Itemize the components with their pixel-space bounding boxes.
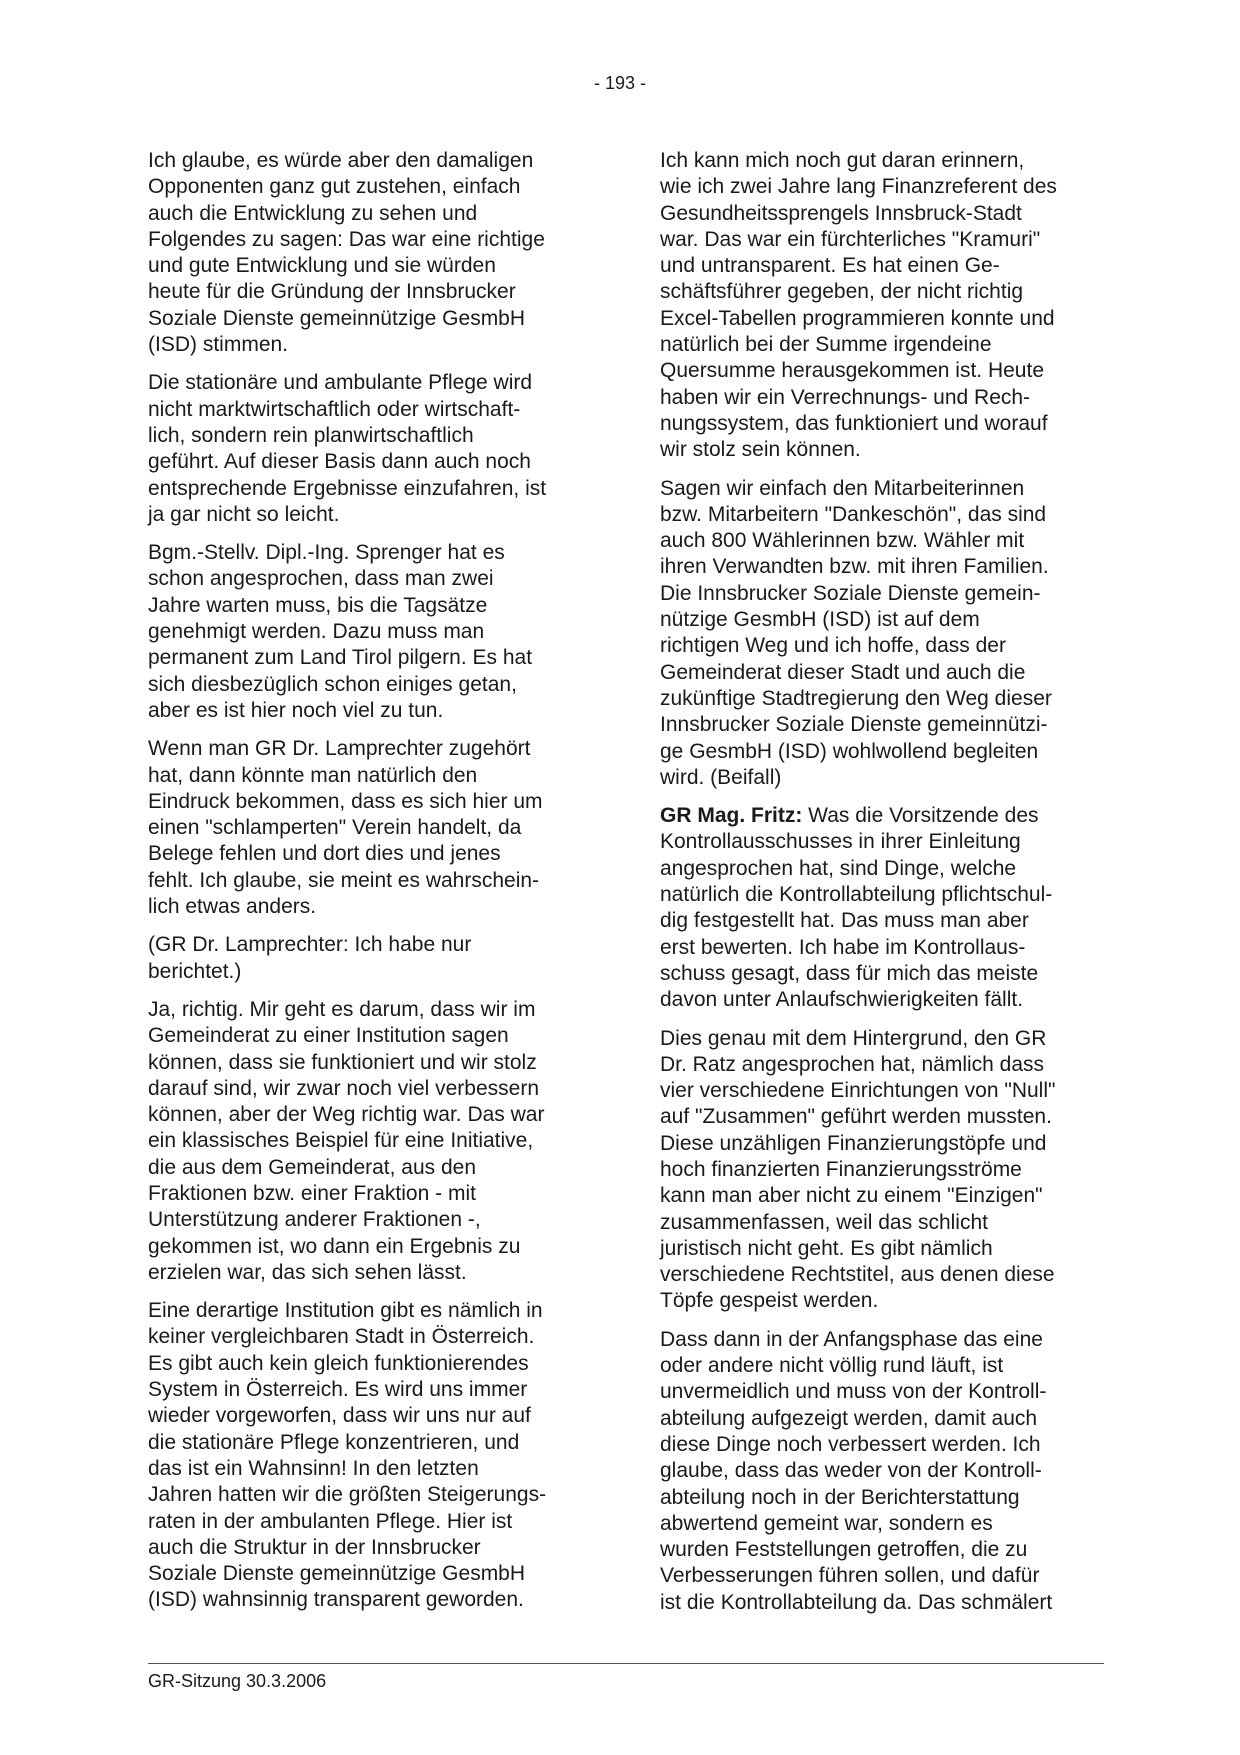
- text-line: ihren Verwandten bzw. mit ihren Familien.: [660, 555, 1049, 579]
- text-line: ge GesmbH (ISD) wohlwollend begleiten: [660, 739, 1039, 763]
- text-line: nicht marktwirtschaftlich oder wirtschaft-: [148, 397, 521, 421]
- text-line: hoch finanzierten Finanzierungsströme: [660, 1157, 1022, 1181]
- text-line: keiner vergleichbaren Stadt in Österreich.: [148, 1325, 535, 1349]
- text-line: wird. (Beifall): [660, 765, 782, 789]
- text-line: permanent zum Land Tirol pilgern. Es hat: [148, 646, 533, 670]
- text-line: dig festgestellt hat. Das muss man aber: [660, 909, 1029, 933]
- text-line: Excel-Tabellen programmieren konnte und: [660, 306, 1055, 330]
- text-line: erst bewerten. Ich habe im Kontrollaus-: [660, 935, 1026, 959]
- footer-divider: [148, 1663, 1104, 1664]
- text-line: Innsbrucker Soziale Dienste gemeinnützi-: [660, 713, 1048, 737]
- text-line: vier verschiedene Einrichtungen von "Null": [660, 1079, 1056, 1103]
- text-line: verschiedene Rechtstitel, aus denen diese: [660, 1263, 1055, 1287]
- paragraph: [148, 997, 593, 1286]
- text-line: Eindruck bekommen, dass es sich hier um: [148, 789, 543, 813]
- text-line: Ich glaube, es würde aber den damaligen: [148, 149, 534, 172]
- text-line: schuss gesagt, dass für mich das meiste: [660, 961, 1039, 985]
- text-line: juristisch nicht geht. Es gibt nämlich: [660, 1236, 993, 1260]
- text-line: lich, sondern rein planwirtschaftlich: [148, 423, 474, 447]
- text-line: System in Österreich. Es wird uns immer: [148, 1378, 528, 1402]
- text-line: diese Dinge noch verbessert werden. Ich: [660, 1432, 1041, 1456]
- text-line: die stationäre Pflege konzentrieren, und: [148, 1430, 520, 1454]
- paragraph: [148, 148, 593, 358]
- text-line: bzw. Mitarbeitern "Dankeschön", das sind: [660, 502, 1047, 526]
- text-line: Töpfe gespeist werden.: [660, 1289, 879, 1313]
- text-line: genehmigt werden. Dazu muss man: [148, 620, 485, 644]
- text-line: können, dass sie funktioniert und wir stolz: [148, 1050, 537, 1074]
- text-line: richtigen Weg und ich hoffe, dass der: [660, 634, 1006, 658]
- text-line: auch die Struktur in der Innsbrucker: [148, 1535, 481, 1559]
- paragraph: [660, 148, 1105, 464]
- text-line: erzielen war, das sich sehen lässt.: [148, 1260, 467, 1284]
- text-line: oder andere nicht völlig rund läuft, ist: [660, 1354, 1004, 1378]
- text-line: wurden Feststellungen getroffen, die zu: [660, 1538, 1028, 1562]
- text-line: Bgm.-Stellv. Dipl.-Ing. Sprenger hat es: [148, 541, 505, 565]
- text-line: schäftsführer gegeben, der nicht richtig: [660, 280, 1024, 304]
- text-line: Soziale Dienste gemeinnützige GesmbH: [148, 1562, 526, 1586]
- text-line: hat, dann könnte man natürlich den: [148, 763, 478, 787]
- text-line: abteilung aufgezeigt werden, damit auch: [660, 1406, 1038, 1430]
- text-line: (ISD) wahnsinnig transparent geworden.: [148, 1588, 524, 1612]
- text-line: darauf sind, wir zwar noch viel verbessern: [148, 1076, 540, 1100]
- text-line: natürlich bei der Summe irgendeine: [660, 333, 992, 357]
- text-line: Ja, richtig. Mir geht es darum, dass wir im: [148, 997, 536, 1021]
- text-line: wieder vorgeworfen, dass wir uns nur auf: [148, 1404, 531, 1428]
- text-line: sich diesbezüglich schon einiges getan,: [148, 672, 517, 696]
- text-line: angesprochen hat, sind Dinge, welche: [660, 856, 1017, 880]
- text-line: gekommen ist, wo dann ein Ergebnis zu: [148, 1234, 521, 1258]
- left-column: [148, 148, 593, 1626]
- text-line: lich etwas anders.: [148, 895, 317, 919]
- text-line: Kontrollausschusses in ihrer Einleitung: [660, 830, 1021, 854]
- text-line: die aus dem Gemeinderat, aus den: [148, 1155, 477, 1179]
- text-line: Jahren hatten wir die größten Steigerungs-: [148, 1483, 547, 1507]
- paragraph: [660, 476, 1105, 792]
- page-number: - 193 -: [593, 73, 647, 93]
- text-line: auf "Zusammen" geführt werden mussten.: [660, 1105, 1052, 1129]
- text-line: einen "schlamperten" Verein handelt, da: [148, 816, 522, 840]
- text-line: unvermeidlich und muss von der Kontroll-: [660, 1380, 1047, 1404]
- text-line: heute für die Gründung der Innsbrucker: [148, 280, 516, 304]
- text-line: das ist ein Wahnsinn! In den letzten: [148, 1456, 479, 1480]
- text-line: [660, 803, 1105, 829]
- speaker-name: GR Mag. Fritz:: [660, 804, 803, 828]
- text-line: Dr. Ratz angesprochen hat, nämlich dass: [660, 1052, 1045, 1076]
- text-line: entsprechende Ergebnisse einzufahren, ist: [148, 476, 547, 500]
- text-line: wie ich zwei Jahre lang Finanzreferent des: [660, 175, 1057, 199]
- text-line: Fraktionen bzw. einer Fraktion - mit: [148, 1181, 476, 1205]
- text-line: auch 800 Wählerinnen bzw. Wähler mit: [660, 529, 1025, 553]
- paragraph: [148, 540, 593, 724]
- text-line: wir stolz sein können.: [660, 438, 861, 462]
- text-line: glaube, dass das weder von der Kontroll-: [660, 1459, 1042, 1483]
- text-line: ist die Kontrollabteilung da. Das schmälert: [660, 1590, 1053, 1614]
- text-line: Gemeinderat dieser Stadt und auch die: [660, 660, 1026, 684]
- text-line: Dies genau mit dem Hintergrund, den GR: [660, 1026, 1047, 1050]
- text-line: Quersumme herausgekommen ist. Heute: [660, 359, 1044, 383]
- paragraph: [660, 803, 1105, 1013]
- text-line: Opponenten ganz gut zustehen, einfach: [148, 175, 521, 199]
- text-line: war. Das war ein fürchterliches "Kramuri": [660, 227, 1041, 251]
- text-line: und gute Entwicklung und sie würden: [148, 254, 496, 278]
- text-line: (ISD) stimmen.: [148, 333, 289, 357]
- text-line: davon unter Anlaufschwierigkeiten fällt.: [660, 988, 1024, 1012]
- text-line: schon angesprochen, dass man zwei: [148, 567, 494, 591]
- text-line: zusammenfassen, weil das schlicht: [660, 1210, 988, 1234]
- text-line: Die Innsbrucker Soziale Dienste gemein-: [660, 581, 1041, 605]
- text-line: Ich kann mich noch gut daran erinnern,: [660, 149, 1025, 172]
- paragraph: [660, 1327, 1105, 1616]
- text-line: Dass dann in der Anfangsphase das eine: [660, 1327, 1043, 1351]
- text-line: Gesundheitssprengels Innsbruck-Stadt: [660, 201, 1022, 225]
- text-line: können, aber der Weg richtig war. Das war: [148, 1103, 545, 1127]
- footer-session-date: GR-Sitzung 30.3.2006: [148, 1671, 327, 1691]
- text-line: kann man aber nicht zu einem "Einzigen": [660, 1184, 1043, 1208]
- text-line: auch die Entwicklung zu sehen und: [148, 201, 478, 225]
- text-line: Sagen wir einfach den Mitarbeiterinnen: [660, 476, 1025, 500]
- speaker-text: Was die Vorsitzende des: [802, 804, 1039, 828]
- text-line: Die stationäre und ambulante Pflege wird: [148, 371, 533, 395]
- text-line: Gemeinderat zu einer Institution sagen: [148, 1024, 509, 1048]
- text-line: Folgendes zu sagen: Das war eine richtige: [148, 227, 545, 251]
- text-line: ein klassisches Beispiel für eine Initiative,: [148, 1129, 534, 1153]
- text-line: nungssystem, das funktioniert und worauf: [660, 411, 1048, 435]
- text-line: abteilung noch in der Berichterstattung: [660, 1485, 1020, 1509]
- text-line: haben wir ein Verrechnungs- und Rech-: [660, 385, 1031, 409]
- text-line: zukünftige Stadtregierung den Weg dieser: [660, 686, 1052, 710]
- paragraph: [660, 1026, 1105, 1315]
- text-line: und untransparent. Es hat einen Ge-: [660, 254, 1000, 278]
- paragraph: [148, 932, 593, 985]
- text-line: (GR Dr. Lamprechter: Ich habe nur: [148, 933, 472, 957]
- text-line: Belege fehlen und dort dies und jenes: [148, 842, 501, 866]
- text-line: natürlich die Kontrollabteilung pflichtschul-: [660, 883, 1053, 907]
- text-line: Es gibt auch kein gleich funktionierendes: [148, 1351, 529, 1375]
- right-column: [660, 148, 1105, 1628]
- text-line: Unterstützung anderer Fraktionen -,: [148, 1208, 481, 1232]
- text-line: Eine derartige Institution gibt es nämlich in: [148, 1299, 543, 1323]
- text-line: aber es ist hier noch viel zu tun.: [148, 698, 444, 722]
- text-line: Jahre warten muss, bis die Tagsätze: [148, 593, 488, 617]
- text-line: geführt. Auf dieser Basis dann auch noch: [148, 450, 531, 474]
- text-line: Verbesserungen führen sollen, und dafür: [660, 1564, 1040, 1588]
- text-line: Soziale Dienste gemeinnützige GesmbH: [148, 306, 526, 330]
- paragraph: [148, 736, 593, 920]
- text-line: Diese unzähligen Finanzierungstöpfe und: [660, 1131, 1047, 1155]
- text-line: nützige GesmbH (ISD) ist auf dem: [660, 608, 980, 632]
- paragraph: [148, 1298, 593, 1614]
- paragraph: [148, 370, 593, 528]
- text-line: ja gar nicht so leicht.: [148, 502, 340, 526]
- text-line: fehlt. Ich glaube, sie meint es wahrschein-: [148, 868, 540, 892]
- text-line: raten in der ambulanten Pflege. Hier ist: [148, 1509, 513, 1533]
- text-line: berichtet.): [148, 959, 242, 983]
- text-line: abwertend gemeint war, sondern es: [660, 1511, 993, 1535]
- text-line: Wenn man GR Dr. Lamprechter zugehört: [148, 737, 531, 761]
